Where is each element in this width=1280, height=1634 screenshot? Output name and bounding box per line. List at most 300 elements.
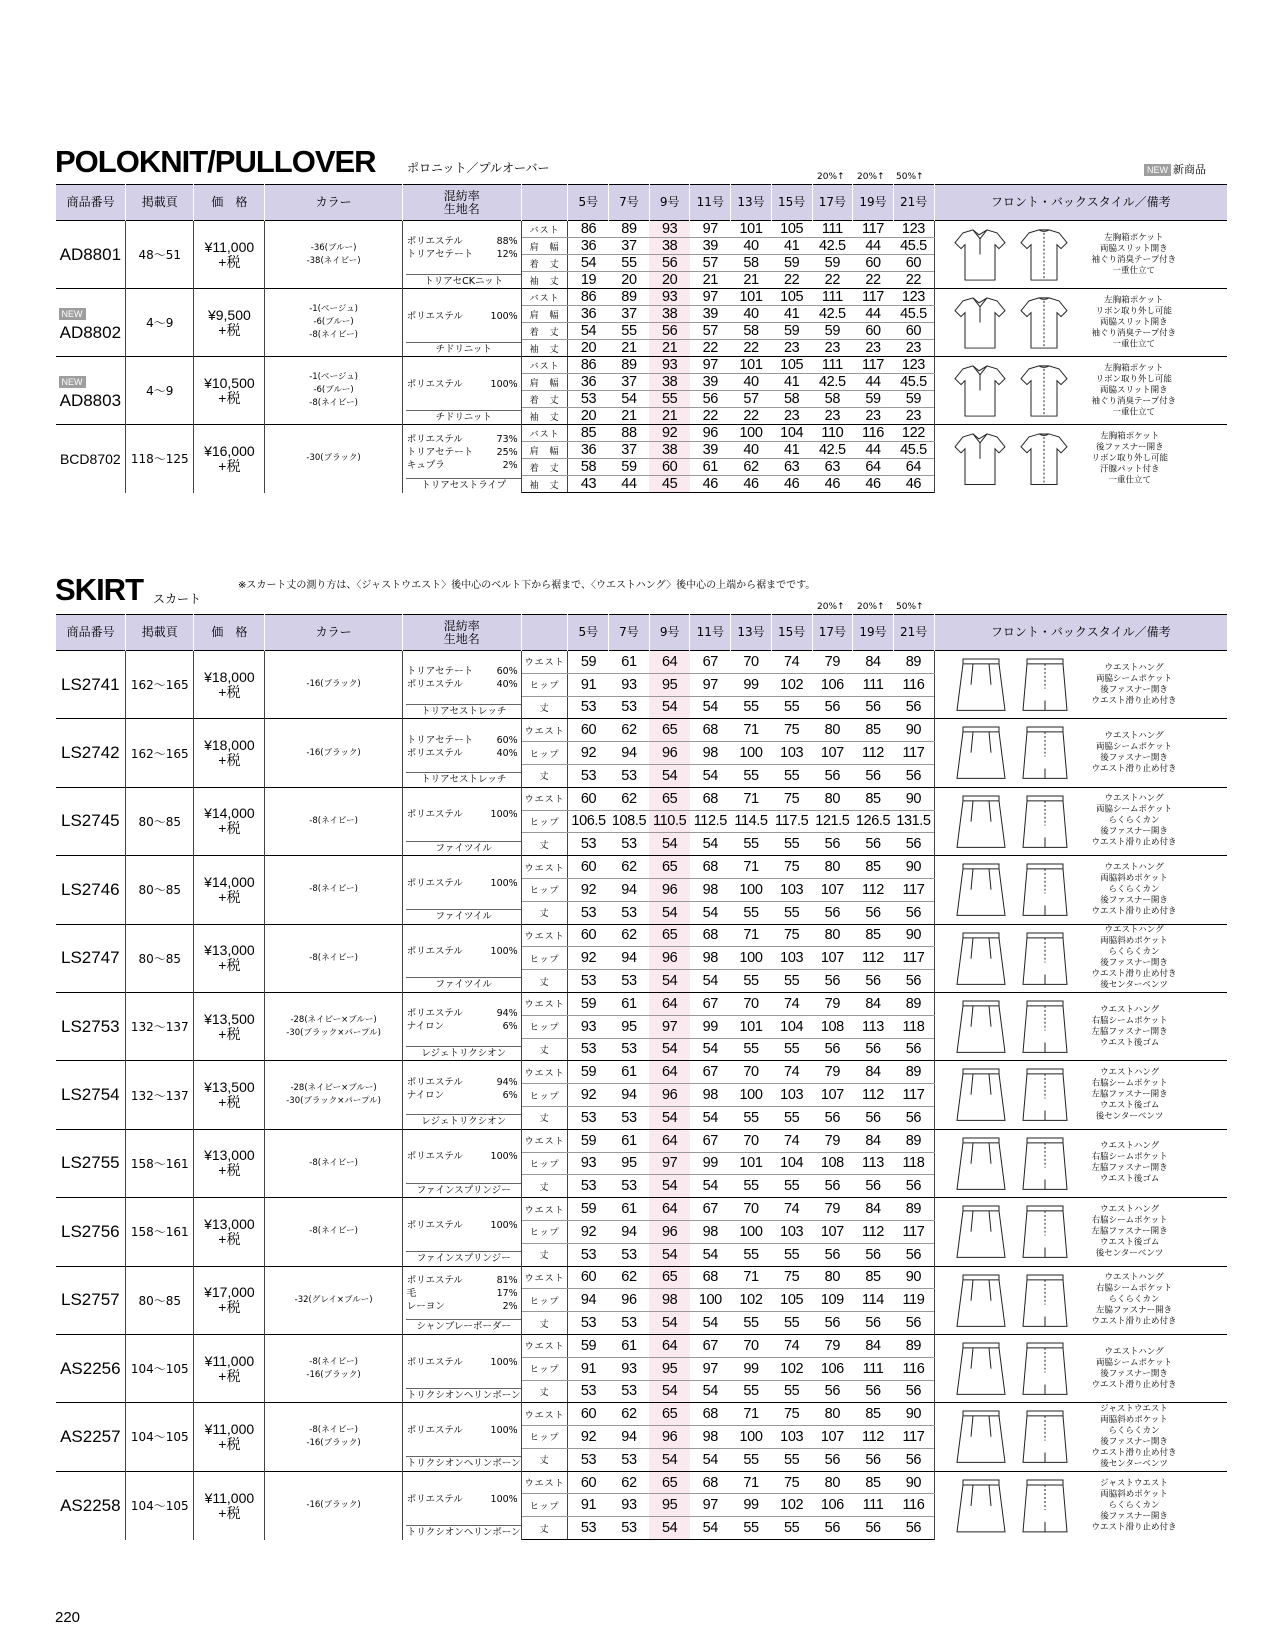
skirt-fabric-name: レジェトリクシオン (406, 1046, 521, 1060)
skirt-material-cell (402, 856, 521, 924)
skirt-illustration-svg (943, 655, 1083, 714)
polo-size-value: 46 (690, 476, 731, 493)
skirt-price: ¥11,000 (204, 1420, 255, 1437)
polo-size-value: 42.5 (812, 374, 853, 391)
skirt-size-value: 54 (649, 1380, 690, 1403)
skirt-colors-cell (265, 651, 402, 719)
skirt-size-value: 56 (853, 1312, 894, 1335)
polo-measure-label: 着 丈 (521, 459, 568, 476)
polo-remark-line: 一重仕立て (1112, 339, 1156, 349)
skirt-size-value: 54 (690, 1380, 731, 1403)
polo-front-back-illustration (943, 225, 1083, 284)
skirt-price-cell (194, 1129, 265, 1197)
skirt-size-value: 53 (568, 1517, 609, 1540)
skirt-measure-label: 丈 (521, 1106, 568, 1129)
skirt-remarks (1092, 1141, 1168, 1185)
skirt-size-value: 53 (609, 970, 650, 993)
skirt-price: ¥13,000 (204, 1215, 255, 1232)
skirt-measure-label: ウエスト (521, 719, 568, 742)
skirt-size-value: 94 (609, 1426, 650, 1449)
polo-material-line (407, 310, 518, 323)
polo-size-value: 117 (853, 289, 894, 306)
skirt-size-value: 100 (731, 878, 772, 901)
skirt-tax: +税 (218, 1367, 241, 1384)
polo-material-line (407, 459, 518, 472)
polo-size-value: 20 (609, 272, 650, 289)
skirt-material-name: ポリエステル (406, 1151, 463, 1163)
skirt-size-value: 55 (771, 1517, 812, 1540)
skirt-size-value: 56 (812, 1448, 853, 1471)
skirt-measure-label: 丈 (521, 696, 568, 719)
polo-size-value: 44 (853, 442, 894, 459)
skirt-remark-line: 後ファスナー開き (1100, 753, 1168, 764)
top-illustration-svg (943, 225, 1083, 284)
skirt-size-value: 54 (690, 833, 731, 856)
polo-material-box (403, 222, 521, 288)
skirt-remark-line: 両脇シームポケット (1095, 804, 1173, 815)
skirt-style-cell (934, 1471, 1227, 1539)
skirt-colors-cell (265, 1334, 402, 1402)
polo-material-box (403, 426, 521, 492)
skirt-size-value: 55 (771, 1038, 812, 1061)
skirt-page-ref: 104〜105 (126, 1471, 194, 1539)
skirt-size-value: 56 (893, 901, 934, 924)
skirt-material-line (407, 1356, 518, 1369)
polo-size-value: 44 (853, 306, 894, 323)
skirt-measure-label: ウエスト (521, 1403, 568, 1426)
polo-material-pct: 12% (496, 249, 518, 260)
skirt-size-value: 121.5 (812, 810, 853, 833)
skirt-color-option: -8(ネイビー) (309, 952, 358, 963)
polo-front-back-illustration (943, 361, 1083, 420)
skirt-tax: +税 (218, 957, 241, 974)
skirt-table-row (56, 1471, 1228, 1494)
skirt-material-pct: 100% (490, 1424, 518, 1436)
skirt-size-value: 55 (731, 696, 772, 719)
skirt-size-value: 98 (690, 947, 731, 970)
header-size: 19号 (853, 615, 894, 651)
polo-material-line (407, 235, 518, 248)
skirt-size-value: 68 (690, 1403, 731, 1426)
skirt-measure-label: ウエスト (521, 1129, 568, 1152)
polo-style-cell (934, 357, 1227, 425)
skirt-size-note-19: 20%↑ (857, 602, 885, 612)
skirt-size-value: 54 (690, 1312, 731, 1335)
skirt-material-line (407, 808, 518, 821)
skirt-page-ref: 80〜85 (126, 787, 194, 855)
skirt-material-line (407, 1076, 518, 1089)
polo-size-value: 40 (731, 306, 772, 323)
polo-size-value: 89 (609, 357, 650, 374)
polo-size-value: 89 (609, 289, 650, 306)
polo-measure-label: 着 丈 (521, 391, 568, 408)
skirt-size-value: 111 (853, 1494, 894, 1517)
skirt-size-value: 61 (609, 1198, 650, 1221)
skirt-size-value: 65 (649, 1471, 690, 1494)
polo-size-value: 22 (812, 272, 853, 289)
skirt-size-value: 54 (690, 1448, 731, 1471)
header-size: 17号 (812, 185, 853, 221)
skirt-size-value: 67 (690, 1061, 731, 1084)
polo-size-value: 45.5 (893, 442, 934, 459)
polo-measure-label: 袖 丈 (521, 340, 568, 357)
skirt-size-value: 100 (731, 1426, 772, 1449)
skirt-size-value: 112.5 (690, 810, 731, 833)
skirt-price-cell (194, 856, 265, 924)
skirt-section-title: SKIRT (55, 572, 143, 607)
skirt-fabric-name: トリクシオンヘリンボーン (406, 1458, 521, 1470)
skirt-size-value: 54 (649, 764, 690, 787)
skirt-size-value: 59 (568, 1334, 609, 1357)
polo-new-badge-wrap (56, 302, 126, 322)
skirt-size-value: 53 (609, 1038, 650, 1061)
skirt-illustration-svg (943, 723, 1083, 782)
polo-color-option: -38(ネイビー) (306, 255, 361, 266)
skirt-fabric-name: トリクシオンヘリンボーン (406, 1526, 521, 1538)
skirt-color-option: -16(ブラック) (306, 679, 361, 690)
polo-size-value: 104 (771, 425, 812, 442)
skirt-product-code-cell (56, 924, 126, 992)
skirt-size-value: 118 (893, 1015, 934, 1038)
skirt-material-name: ポリエステル (406, 946, 463, 958)
skirt-product-code-cell (56, 651, 126, 719)
skirt-size-value: 79 (812, 1198, 853, 1221)
skirt-page-ref: 132〜137 (126, 1061, 194, 1129)
polo-remarks (1092, 233, 1177, 277)
header-size: 13号 (731, 615, 772, 651)
skirt-color-option: -8(ネイビー) (309, 1356, 358, 1367)
skirt-size-value: 108.5 (609, 810, 650, 833)
polo-size-value: 59 (812, 323, 853, 340)
skirt-measure-label: 丈 (521, 1312, 568, 1335)
skirt-product-code: LS2756 (61, 1221, 120, 1241)
skirt-size-value: 95 (609, 1152, 650, 1175)
skirt-size-value: 55 (771, 1175, 812, 1198)
skirt-size-value: 70 (731, 1198, 772, 1221)
polo-size-value: 21 (649, 408, 690, 425)
polo-size-value: 63 (812, 459, 853, 476)
skirt-size-value: 74 (771, 1198, 812, 1221)
skirt-size-value: 117 (893, 1220, 934, 1243)
skirt-illustration-svg (943, 1476, 1083, 1536)
skirt-material-line (407, 1493, 518, 1506)
skirt-remark-line: 右脇シームポケット (1091, 1015, 1168, 1026)
skirt-size-value: 56 (812, 1243, 853, 1266)
skirt-remark-line: 右脇シームポケット (1091, 1078, 1168, 1089)
skirt-remark-line: 左脇ファスナー開き (1095, 1305, 1173, 1316)
skirt-size-value: 53 (568, 764, 609, 787)
skirt-size-value: 113 (853, 1015, 894, 1038)
skirt-size-value: 80 (812, 856, 853, 879)
skirt-fabric-name: ファインスプリンジー (406, 1251, 521, 1265)
polo-style-cell (934, 289, 1227, 357)
polo-product-code-cell (56, 357, 126, 425)
skirt-size-value: 93 (609, 1494, 650, 1517)
skirt-product-code-cell (56, 1129, 126, 1197)
skirt-size-value: 79 (812, 1129, 853, 1152)
polo-size-value: 111 (812, 221, 853, 238)
skirt-size-value: 117.5 (771, 810, 812, 833)
skirt-size-value: 113 (853, 1152, 894, 1175)
skirt-size-value: 68 (690, 924, 731, 947)
skirt-remark-line: 右脇シームポケット (1095, 1283, 1173, 1294)
skirt-material-pct: 100% (490, 1493, 518, 1505)
polo-size-value: 89 (609, 221, 650, 238)
skirt-size-value: 102 (771, 673, 812, 696)
skirt-style-cell (934, 992, 1227, 1060)
skirt-size-value: 100 (731, 1220, 772, 1243)
skirt-size-value: 94 (609, 1220, 650, 1243)
skirt-material-box (403, 1267, 521, 1333)
skirt-remark-line: 右脇シームポケット (1091, 1152, 1168, 1163)
polo-fabric-name: トリアセCKニット (406, 274, 521, 288)
skirt-material-box (403, 652, 521, 718)
skirt-size-value: 54 (649, 901, 690, 924)
polo-size-value: 123 (893, 357, 934, 374)
skirt-size-value: 97 (649, 1015, 690, 1038)
skirt-remark-line: 両脇斜めポケット (1100, 873, 1168, 884)
skirt-material-box (403, 925, 521, 991)
skirt-size-value: 56 (893, 1380, 934, 1403)
skirt-size-value: 79 (812, 651, 853, 674)
skirt-front-back-illustration (943, 1065, 1083, 1124)
skirt-remark-line: 後ファスナー開き (1100, 1436, 1168, 1447)
skirt-colors-cell (265, 1471, 402, 1539)
skirt-size-value: 62 (609, 787, 650, 810)
skirt-size-value: 95 (649, 1357, 690, 1380)
skirt-remarks (1092, 1404, 1177, 1470)
polo-size-value: 45 (649, 476, 690, 493)
skirt-size-value: 96 (649, 947, 690, 970)
skirt-size-value: 112 (853, 947, 894, 970)
polo-size-value: 22 (731, 408, 772, 425)
skirt-size-value: 67 (690, 992, 731, 1015)
skirt-size-value: 70 (731, 1334, 772, 1357)
skirt-price-cell (194, 787, 265, 855)
skirt-size-value: 61 (609, 1061, 650, 1084)
skirt-size-value: 54 (690, 1175, 731, 1198)
skirt-material-cell (402, 1471, 521, 1539)
polo-size-value: 111 (812, 357, 853, 374)
skirt-material-pct: 100% (490, 1356, 518, 1368)
header-size: 9号 (649, 615, 690, 651)
skirt-material-line (407, 747, 518, 760)
skirt-size-value: 55 (731, 1312, 772, 1335)
skirt-table-row (56, 856, 1228, 879)
skirt-material-lines (407, 1219, 518, 1232)
polo-size-value: 97 (690, 221, 731, 238)
skirt-size-value: 99 (690, 1152, 731, 1175)
polo-size-note-19: 20%↑ (857, 172, 885, 182)
skirt-size-value: 75 (771, 856, 812, 879)
header-label (521, 615, 568, 651)
polo-measure-label: バスト (521, 357, 568, 374)
skirt-size-value: 64 (649, 1129, 690, 1152)
skirt-size-value: 93 (568, 1015, 609, 1038)
polo-size-value: 59 (771, 323, 812, 340)
skirt-colors-cell (265, 992, 402, 1060)
polo-material-lines (407, 378, 518, 391)
skirt-material-pct: 2% (502, 1301, 518, 1313)
skirt-price: ¥18,000 (204, 737, 255, 754)
polo-size-value: 105 (771, 289, 812, 306)
skirt-remark-line: ウエストハング (1104, 862, 1164, 873)
skirt-size-value: 112 (853, 742, 894, 765)
skirt-size-value: 117 (893, 1084, 934, 1107)
skirt-size-value: 100 (731, 1084, 772, 1107)
polo-product-code: BCD8702 (59, 450, 121, 467)
polo-size-value: 59 (853, 391, 894, 408)
skirt-size-value: 56 (853, 696, 894, 719)
skirt-measure-label: ヒップ (521, 1494, 568, 1517)
skirt-material-pct: 60% (496, 666, 518, 678)
polo-size-value: 86 (568, 221, 609, 238)
skirt-price: ¥13,000 (204, 942, 255, 959)
polo-size-value: 44 (609, 476, 650, 493)
skirt-size-value: 80 (812, 1266, 853, 1289)
skirt-size-value: 94 (609, 1084, 650, 1107)
polo-size-value: 63 (771, 459, 812, 476)
skirt-page-ref: 162〜165 (126, 719, 194, 787)
polo-remarks (1092, 295, 1177, 350)
skirt-colors-cell (265, 1403, 402, 1471)
skirt-colors-cell (265, 1061, 402, 1129)
skirt-material-name: ポリエステル (406, 1275, 463, 1287)
skirt-table-row (56, 1334, 1228, 1357)
skirt-material-box (403, 993, 521, 1059)
skirt-product-code-cell (56, 856, 126, 924)
skirt-size-value: 67 (690, 651, 731, 674)
skirt-remark-line: 左脇ファスナー開き (1091, 1026, 1168, 1037)
skirt-size-value: 56 (853, 1243, 894, 1266)
polo-remark-line: リボン取り外し可能 (1095, 374, 1173, 384)
polo-size-value: 46 (893, 476, 934, 493)
skirt-size-value: 94 (568, 1289, 609, 1312)
skirt-measure-label: 丈 (521, 901, 568, 924)
skirt-front-back-illustration (943, 655, 1083, 714)
skirt-size-value: 62 (609, 924, 650, 947)
skirt-product-code: LS2742 (61, 743, 120, 763)
header-style: フロント・バックスタイル／備考 (934, 615, 1227, 651)
skirt-size-value: 59 (568, 1061, 609, 1084)
skirt-size-value: 56 (893, 1106, 934, 1129)
skirt-size-value: 90 (893, 1266, 934, 1289)
skirt-size-value: 70 (731, 1129, 772, 1152)
polo-material-cell (402, 425, 521, 493)
skirt-size-value: 62 (609, 1471, 650, 1494)
skirt-material-cell (402, 924, 521, 992)
skirt-size-value: 55 (771, 1312, 812, 1335)
skirt-colors-cell (265, 1198, 402, 1266)
skirt-page-ref: 80〜85 (126, 924, 194, 992)
skirt-product-code: LS2755 (61, 1153, 120, 1173)
skirt-size-value: 55 (771, 696, 812, 719)
skirt-table-row (56, 992, 1228, 1015)
skirt-material-box (403, 1130, 521, 1196)
skirt-size-value: 106 (812, 673, 853, 696)
skirt-colors-cell (265, 719, 402, 787)
skirt-remark-line: 両脇斜めポケット (1100, 936, 1168, 947)
skirt-material-pct: 100% (490, 1151, 518, 1163)
skirt-size-value: 91 (568, 1494, 609, 1517)
top-illustration-svg (943, 429, 1083, 489)
skirt-measure-label: ウエスト (521, 1198, 568, 1221)
skirt-size-value: 64 (649, 651, 690, 674)
skirt-remark-line: ジャストウエスト (1100, 1403, 1168, 1414)
skirt-measure-label: 丈 (521, 970, 568, 993)
skirt-material-pct: 60% (496, 734, 518, 746)
skirt-measure-label: 丈 (521, 1243, 568, 1266)
skirt-product-code-cell (56, 1061, 126, 1129)
skirt-size-value: 111 (853, 673, 894, 696)
skirt-size-value: 93 (568, 1152, 609, 1175)
skirt-size-value: 97 (690, 1357, 731, 1380)
polo-size-value: 21 (609, 408, 650, 425)
polo-size-value: 41 (771, 442, 812, 459)
skirt-colors-cell (265, 924, 402, 992)
skirt-material-lines (407, 1274, 518, 1313)
skirt-size-value: 56 (893, 696, 934, 719)
header-price: 価 格 (194, 615, 265, 651)
polo-size-value: 46 (812, 476, 853, 493)
skirt-size-value: 61 (609, 1334, 650, 1357)
skirt-size-value: 98 (649, 1289, 690, 1312)
polo-size-value: 88 (609, 425, 650, 442)
skirt-remark-line: ウエストハング (1104, 731, 1164, 742)
polo-remark-line: 袖ぐり消臭テープ付き (1091, 328, 1177, 338)
header-size: 11号 (690, 185, 731, 221)
polo-size-value: 60 (893, 255, 934, 272)
polo-tax: +税 (218, 457, 241, 474)
skirt-price: ¥17,000 (204, 1284, 255, 1301)
skirt-size-value: 54 (649, 1448, 690, 1471)
polo-colors-cell (265, 221, 402, 289)
polo-material-cell (402, 357, 521, 425)
skirt-remark-line: 両脇斜めポケット (1100, 1489, 1168, 1500)
skirt-size-value: 59 (568, 992, 609, 1015)
skirt-size-value: 53 (568, 970, 609, 993)
skirt-size-value: 54 (649, 1175, 690, 1198)
skirt-size-value: 85 (853, 924, 894, 947)
skirt-remark-line: 左脇ファスナー開き (1091, 1089, 1168, 1100)
skirt-material-pct: 81% (496, 1275, 518, 1287)
skirt-size-value: 74 (771, 992, 812, 1015)
polo-size-value: 23 (812, 340, 853, 357)
skirt-size-value: 55 (731, 833, 772, 856)
page-number: 220 (55, 1609, 81, 1626)
header-size: 5号 (568, 615, 609, 651)
skirt-page-ref: 132〜137 (126, 992, 194, 1060)
skirt-measure-label: ヒップ (521, 947, 568, 970)
polo-remark-line: 汗腺パット付き (1100, 464, 1160, 475)
skirt-size-value: 54 (690, 1517, 731, 1540)
skirt-remark-line: らくらくカン (1108, 947, 1160, 958)
skirt-size-value: 92 (568, 1426, 609, 1449)
polo-material-name: キュプラ (406, 459, 445, 471)
skirt-size-value: 53 (609, 901, 650, 924)
skirt-product-code-cell (56, 1471, 126, 1539)
skirt-remarks (1092, 862, 1177, 917)
polo-size-value: 86 (568, 357, 609, 374)
polo-size-value: 42.5 (812, 238, 853, 255)
polo-size-value: 45.5 (893, 306, 934, 323)
polo-size-value: 37 (609, 306, 650, 323)
polo-measure-label: バスト (521, 425, 568, 442)
polo-size-value: 117 (853, 357, 894, 374)
skirt-measure-note: ※スカート丈の測り方は、〈ジャストウエスト〉後中心のベルト下から裾まで、〈ウエストハング〉後中心の上端から裾までです。 (238, 580, 816, 591)
skirt-size-value: 80 (812, 1403, 853, 1426)
skirt-size-value: 79 (812, 992, 853, 1015)
